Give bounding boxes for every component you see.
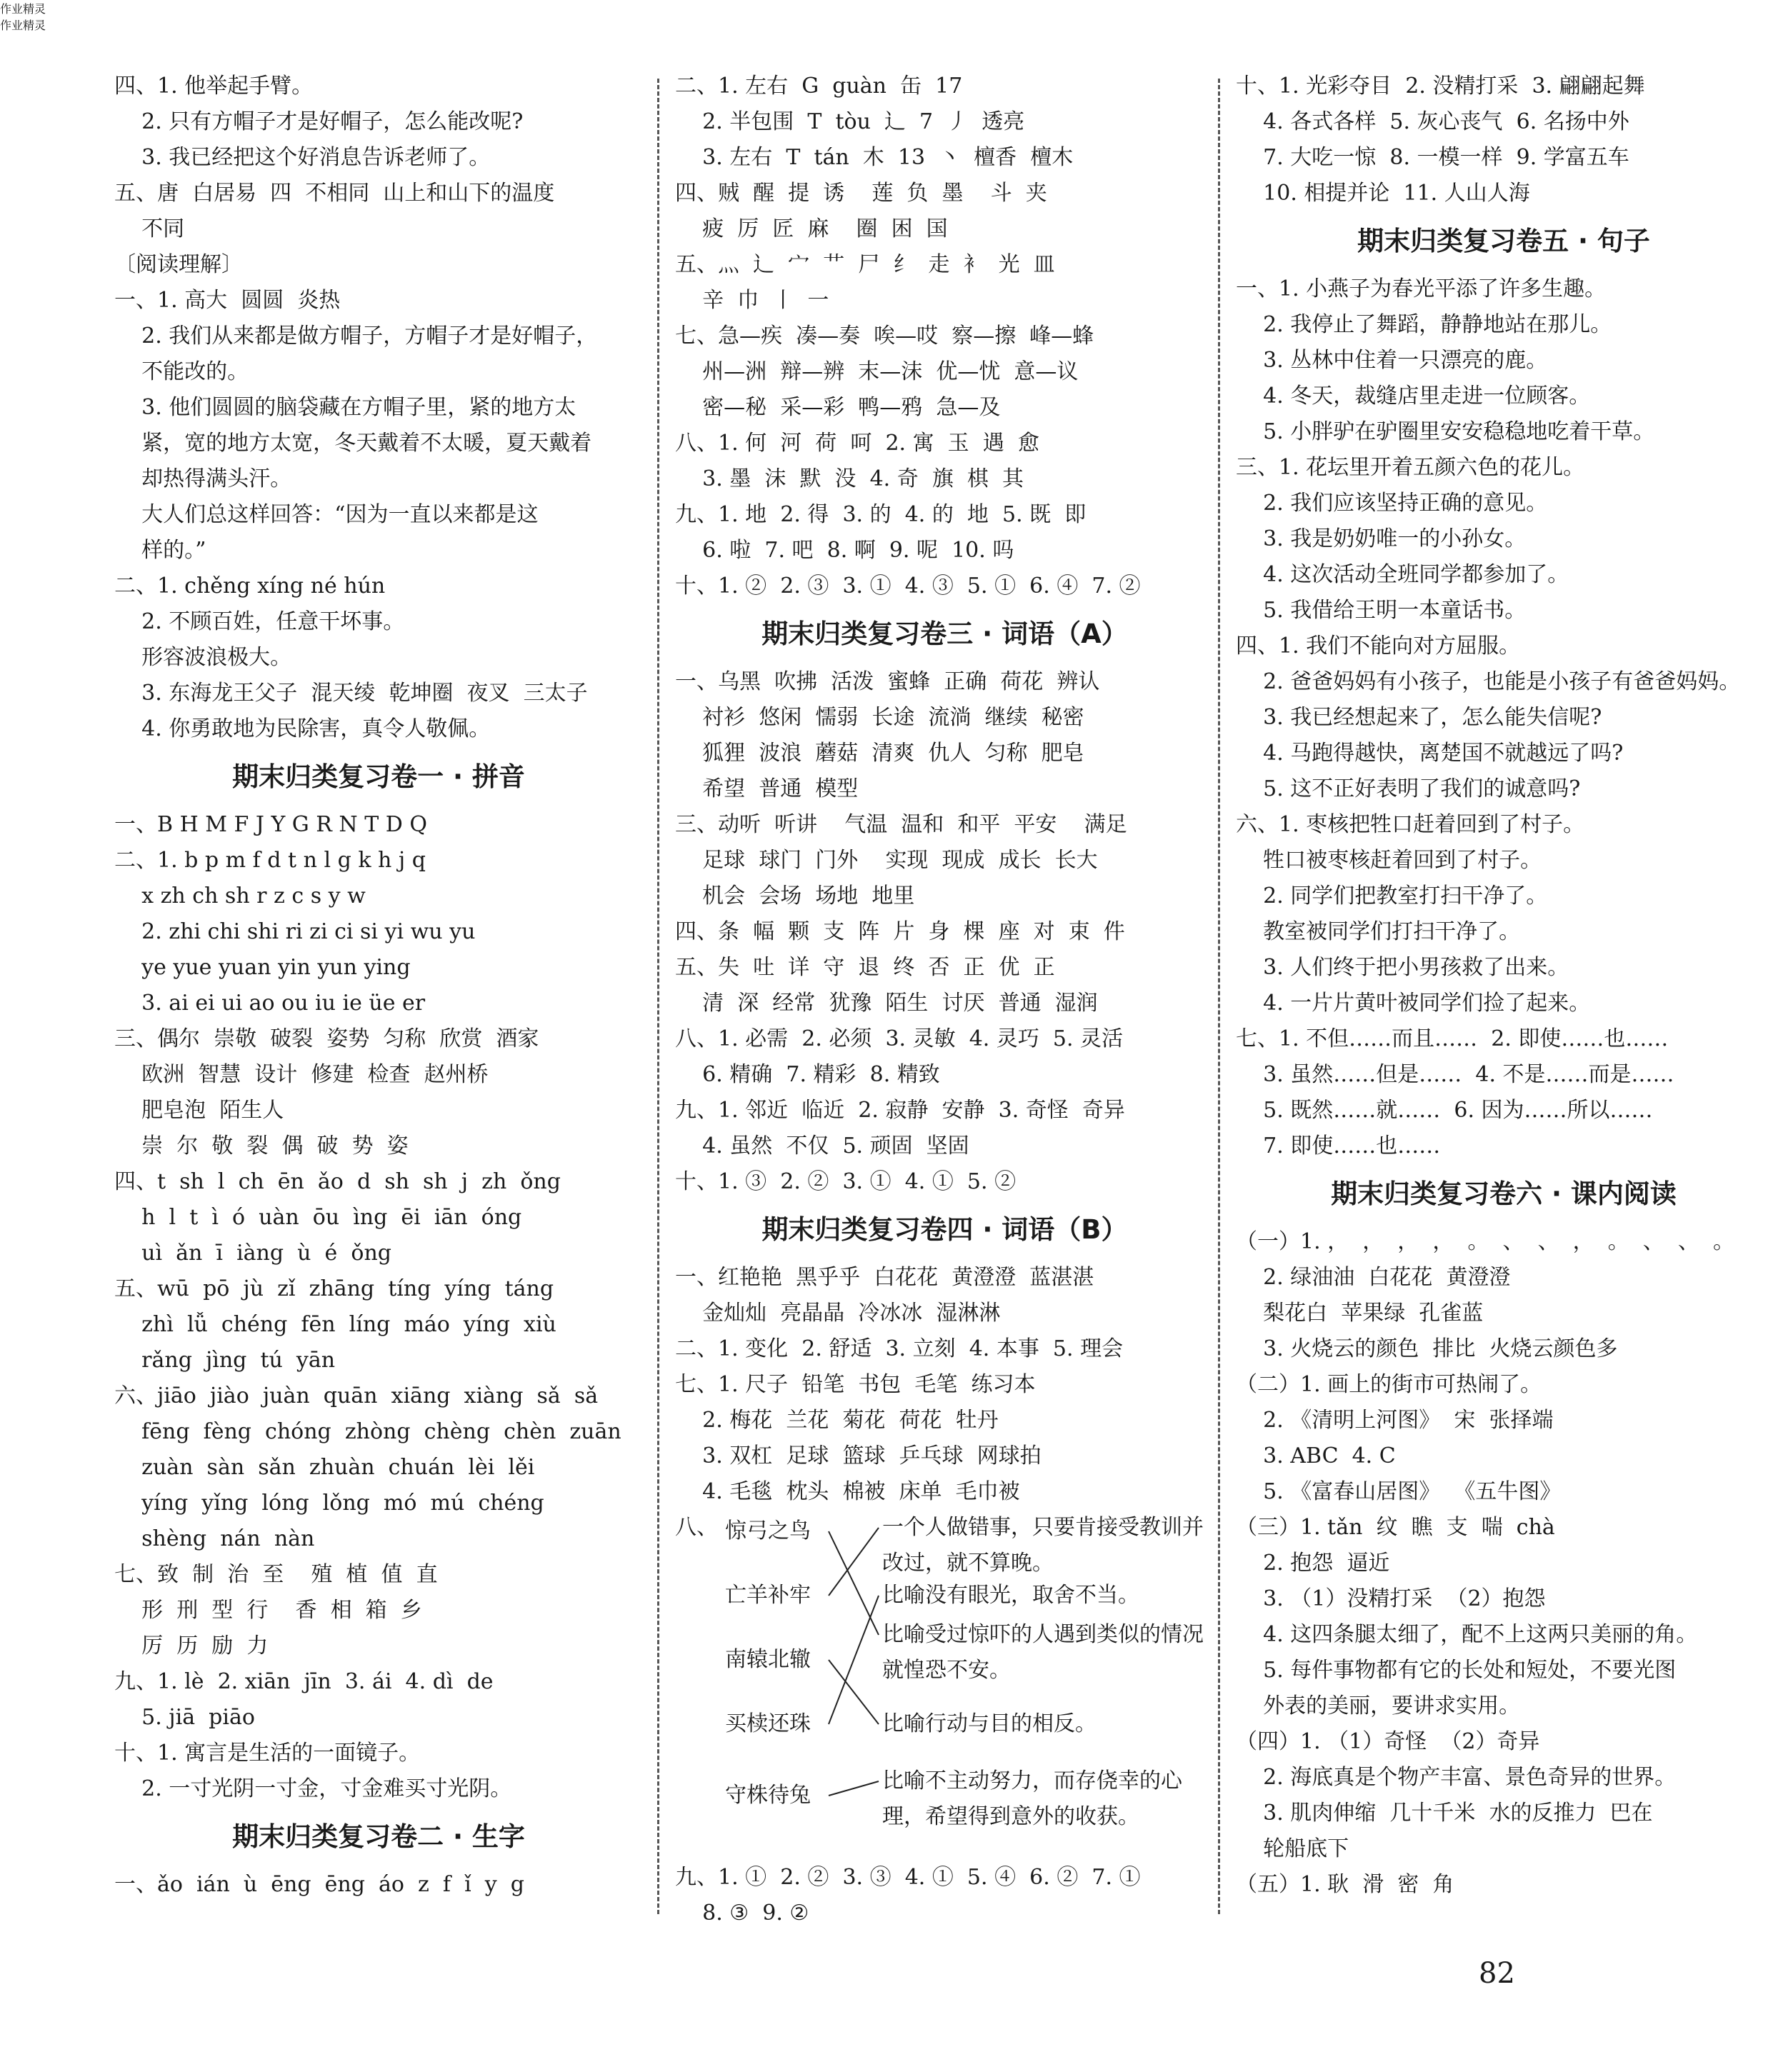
answer-line: 九、1. 地 2. 得 3. 的 4. 的 地 5. 既 即: [675, 502, 1087, 527]
section-heading: 期末归类复习卷四 · 词语（B）: [761, 1214, 1128, 1245]
answer-line: 4. 这四条腿太细了，配不上这两只美丽的角。: [1236, 1622, 1698, 1647]
answer-line: 六、1. 枣核把牲口赶着回到了村子。: [1236, 812, 1585, 837]
answer-line: 五、灬 辶 宀 艹 尸 纟 走 衤 光 皿: [675, 252, 1055, 277]
answer-line: yíng yǐng lóng lǒng mó mú chéng: [114, 1491, 544, 1516]
answer-line: 4. 各式各样 5. 灰心丧气 6. 名扬中外: [1236, 109, 1629, 134]
answer-line: 2. zhi chi shi ri zi ci si yi wu yu: [114, 919, 476, 944]
answer-line: 三、偶尔 崇敬 破裂 姿势 匀称 欣赏 酒家: [114, 1026, 539, 1051]
answer-line: 辛 巾 丨 一: [675, 288, 829, 313]
column-divider: [657, 79, 659, 1914]
answer-line: 五、失 吐 详 守 退 终 否 正 优 正: [675, 955, 1055, 980]
section-number: 八、: [675, 1515, 718, 1540]
answer-line: 八、1. 必需 2. 必须 3. 灵敏 4. 灵巧 5. 灵活: [675, 1026, 1124, 1051]
answer-line: 厉 历 励 力: [114, 1633, 269, 1658]
answer-line: x zh ch sh r z c s y w: [114, 884, 366, 909]
section-heading: 期末归类复习卷五 · 句子: [1357, 226, 1650, 256]
answer-line: 3. 虽然……但是…… 4. 不是……而是……: [1236, 1062, 1674, 1087]
answer-line: 一、ǎo ián ù ēng ēng áo z f ǐ y g: [114, 1872, 524, 1897]
answer-line: 二、1. b p m f d t n l g k h j q: [114, 848, 426, 873]
answer-line: 狐狸 波浪 蘑菇 清爽 仇人 匀称 肥皂: [675, 741, 1084, 766]
answer-line: 2. 我们应该坚持正确的意见。: [1236, 491, 1548, 516]
answer-line: 梨花白 苹果绿 孔雀蓝: [1236, 1301, 1484, 1326]
answer-line: uì ǎn ī iàng ù é ǒng: [114, 1241, 391, 1266]
answer-line: 2. 我停止了舞蹈，静静地站在那儿。: [1236, 312, 1612, 337]
answer-line: 2. 只有方帽子才是好帽子，怎么能改呢?: [114, 109, 524, 134]
answer-line: （二）1. 画上的街市可热闹了。: [1236, 1372, 1542, 1397]
answer-line: 3. 双杠 足球 篮球 乒乓球 网球拍: [675, 1443, 1042, 1468]
answer-line: 3. 肌肉伸缩 几十千米 水的反推力 巴在: [1236, 1801, 1653, 1826]
meaning-item: 比喻行动与目的相反。: [882, 1711, 1097, 1736]
answer-line: 3. 我已经想起来了，怎么能失信呢?: [1236, 705, 1602, 730]
answer-line: 5. 每件事物都有它的长处和短处，不要光图: [1236, 1658, 1677, 1683]
section-heading: 期末归类复习卷二 · 生字: [232, 1821, 525, 1852]
section-heading: 期末归类复习卷六 · 课内阅读: [1331, 1178, 1677, 1209]
watermark: 作业精灵: [0, 2, 46, 16]
answer-line: 一、乌黑 吹拂 活泼 蜜蜂 正确 荷花 辨认: [675, 669, 1100, 694]
answer-line: 肥皂泡 陌生人: [114, 1098, 284, 1123]
answer-line: fēng fèng chóng zhòng chèng chèn zuān: [114, 1419, 621, 1444]
meaning-item: 比喻不主动努力，而存侥幸的心理，希望得到意外的收获。: [882, 1768, 1182, 1829]
match-line: [829, 1596, 879, 1724]
column-divider: [1218, 79, 1220, 1914]
answer-line: 5. 《富春山居图》 《五牛图》: [1236, 1479, 1562, 1504]
answer-line: 十、1. ② 2. ③ 3. ① 4. ③ 5. ① 6. ④ 7. ②: [675, 574, 1141, 599]
match-line: [829, 1528, 879, 1596]
column-right: [1236, 69, 1772, 2026]
answer-line: 四、1. 他举起手臂。: [114, 74, 314, 99]
answer-line: 一、红艳艳 黑乎乎 白花花 黄澄澄 蓝湛湛: [675, 1265, 1094, 1290]
column-middle: [675, 69, 1214, 2026]
answer-line: 紧，宽的地方太宽，冬天戴着不太暖，夏天戴着: [114, 431, 592, 456]
answer-line: 3. ai ei ui ao ou iu ie üe er: [114, 991, 426, 1016]
watermark: 作业精灵: [0, 19, 46, 32]
answer-line: 4. 虽然 不仅 5. 顽固 坚固: [675, 1133, 969, 1158]
answer-line: 二、1. 变化 2. 舒适 3. 立刻 4. 本事 5. 理会: [675, 1336, 1124, 1361]
answer-line: 5. 小胖驴在驴圈里安安稳稳地吃着干草。: [1236, 419, 1655, 444]
answer-line: 2. 《清明上河图》 宋 张择端: [1236, 1408, 1554, 1433]
answer-line: zuàn sàn sǎn zhuàn chuán lèi lěi: [114, 1455, 535, 1480]
answer-line: 清 深 经常 犹豫 陌生 讨厌 普通 湿润: [675, 991, 1098, 1016]
answer-line: 3. 他们圆圆的脑袋藏在方帽子里，紧的地方太: [114, 395, 576, 420]
answer-line: 却热得满头汗。: [114, 466, 292, 491]
answer-line: 金灿灿 亮晶晶 冷冰冰 湿淋淋: [675, 1301, 1001, 1326]
answer-line: 7. 大吃一惊 8. 一模一样 9. 学富五车: [1236, 145, 1629, 170]
answer-line: 教室被同学们打扫干净了。: [1236, 919, 1521, 944]
answer-line: 2. 同学们把教室打扫干净了。: [1236, 884, 1548, 909]
answer-line: （三）1. tǎn 纹 瞧 支 喘 chà: [1236, 1515, 1555, 1540]
meaning-item: 比喻没有眼光，取舍不当。: [882, 1583, 1139, 1608]
answer-line: 外表的美丽，要讲求实用。: [1236, 1693, 1521, 1718]
answer-line: 形容波浪极大。: [114, 645, 292, 670]
answer-line: 3. ABC 4. C: [1236, 1443, 1396, 1468]
answer-line: 5. 既然……就…… 6. 因为……所以……: [1236, 1098, 1653, 1123]
answer-line: 4. 冬天，裁缝店里走进一位顾客。: [1236, 384, 1591, 409]
answer-line: 四、1. 我们不能向对方屈服。: [1236, 634, 1521, 659]
answer-line: 2. 梅花 兰花 菊花 荷花 牡丹: [675, 1408, 999, 1433]
answer-line: 8. ③ 9. ②: [675, 1901, 809, 1926]
answer-line: 2. 半包围 T tòu 辶 7 丿 透亮: [675, 109, 1025, 134]
answer-line: 十、1. 光彩夺目 2. 没精打采 3. 翩翩起舞: [1236, 74, 1645, 99]
answer-line: 疲 厉 匠 麻 圈 困 国: [675, 216, 948, 241]
answer-line: 2. 抱怨 逼近: [1236, 1551, 1390, 1576]
answer-line: 3. 东海龙王父子 混天绫 乾坤圈 夜叉 三太子: [114, 681, 588, 706]
answer-line: 2. 不顾百姓，任意干坏事。: [114, 609, 405, 634]
answer-line: （一）1. ， ， ， ， 。 、 、 ， 。 、 、 。: [1236, 1229, 1734, 1254]
idiom-item: 亡羊补牢: [725, 1583, 811, 1608]
answer-line: 轮船底下: [1236, 1836, 1349, 1861]
answer-line: 机会 会场 场地 地里: [675, 884, 915, 909]
answer-line: 4. 这次活动全班同学都参加了。: [1236, 562, 1569, 587]
answer-line: shèng nán nàn: [114, 1526, 315, 1551]
answer-line: 一、1. 小燕子为春光平添了许多生趣。: [1236, 276, 1607, 301]
answer-line: 九、1. 邻近 临近 2. 寂静 安静 3. 奇怪 奇异: [675, 1098, 1125, 1123]
answer-line: 十、1. ③ 2. ② 3. ① 4. ① 5. ②: [675, 1169, 1017, 1194]
answer-line: 八、1. 何 河 荷 呵 2. 寓 玉 遇 愈: [675, 431, 1039, 456]
answer-line: 希望 普通 模型: [675, 776, 859, 801]
answer-line: h l t ì ó uàn ōu ìng ēi iān óng: [114, 1205, 522, 1230]
idiom-item: 惊弓之鸟: [725, 1518, 811, 1543]
answer-line: 2. 海底真是个物产丰富、景色奇异的世界。: [1236, 1765, 1677, 1790]
match-line: [829, 1781, 879, 1796]
answer-line: 三、1. 花坛里开着五颜六色的花儿。: [1236, 455, 1585, 480]
answer-line: 九、1. ① 2. ② 3. ③ 4. ① 5. ④ 6. ② 7. ①: [675, 1865, 1141, 1890]
idiom-item: 守株待兔: [725, 1783, 811, 1808]
answer-line: 3. 墨 沫 默 没 4. 奇 旗 棋 其: [675, 466, 1024, 491]
answer-line: 7. 即使……也……: [1236, 1133, 1441, 1158]
answer-line: 七、急—疾 凑—奏 唉—哎 察—擦 峰—蜂: [675, 324, 1094, 349]
answer-line: 不同: [114, 216, 185, 241]
answer-line: 二、1. chěng xíng né hún: [114, 574, 386, 599]
answer-line: 十、1. 寓言是生活的一面镜子。: [114, 1741, 421, 1766]
idiom-item: 买椟还珠: [725, 1711, 811, 1736]
answer-line: 4. 一片片黄叶被同学们捡了起来。: [1236, 991, 1591, 1016]
matching-lines: [675, 1510, 882, 1860]
answer-line: 2. 一寸光阴一寸金，寸金难买寸光阴。: [114, 1776, 512, 1801]
column-left: [114, 69, 643, 2026]
answer-line: 六、jiāo jiào juàn quān xiāng xiàng sǎ sǎ: [114, 1383, 599, 1408]
answer-line: 3. 丛林中住着一只漂亮的鹿。: [1236, 348, 1548, 373]
answer-line: 10. 相提并论 11. 人山人海: [1236, 181, 1530, 206]
match-line: [829, 1660, 879, 1724]
answer-line: 五、唐 白居易 四 不相同 山上和山下的温度: [114, 181, 555, 206]
answer-line: 4. 毛毯 枕头 棉被 床单 毛巾被: [675, 1479, 1020, 1504]
answer-line: 七、1. 尺子 铅笔 书包 毛笔 练习本: [675, 1372, 1036, 1397]
section-heading: 期末归类复习卷三 · 词语（A）: [761, 619, 1128, 649]
idiom-matching: [675, 1510, 1214, 1860]
meaning-item: 比喻受过惊吓的人遇到类似的情况就惶恐不安。: [882, 1622, 1204, 1683]
answer-line: 不能改的。: [114, 359, 249, 384]
answer-line: 九、1. lè 2. xiān jīn 3. ái 4. dì de: [114, 1669, 494, 1694]
answer-line: 七、致 制 治 至 殖 植 值 直: [114, 1562, 438, 1587]
answer-line: rǎng jìng tú yān: [114, 1348, 336, 1373]
section-heading: 期末归类复习卷一 · 拼音: [232, 761, 525, 792]
answer-line: 6. 啦 7. 吧 8. 啊 9. 呢 10. 吗: [675, 538, 1014, 563]
answer-line: 四、t sh l ch ēn ǎo d sh sh j zh ǒng: [114, 1169, 561, 1194]
answer-line: ye yue yuan yin yun ying: [114, 955, 411, 980]
answer-line: 州—洲 辩—辨 末—沫 优—忧 意—议: [675, 359, 1079, 384]
answer-line: 5. 这不正好表明了我们的诚意吗?: [1236, 776, 1581, 801]
answer-line: 形 刑 型 行 香 相 箱 乡: [114, 1598, 422, 1623]
answer-line: 七、1. 不但……而且…… 2. 即使……也……: [1236, 1026, 1669, 1051]
answer-line: 4. 马跑得越快，离楚国不就越远了吗?: [1236, 741, 1624, 766]
answer-line: 三、动听 听讲 气温 温和 和平 平安 满足: [675, 812, 1127, 837]
answer-line: 5. jiā piāo: [114, 1705, 255, 1730]
answer-line: 3. 人们终于把小男孩救了出来。: [1236, 955, 1569, 980]
answer-line: 牲口被枣核赶着回到了村子。: [1236, 848, 1542, 873]
page-number: 82: [1479, 1957, 1515, 1990]
answer-line: 欧洲 智慧 设计 修建 检查 赵州桥: [114, 1062, 489, 1087]
answer-line: 一、1. 高大 圆圆 炎热: [114, 288, 341, 313]
answer-line: 3. 我已经把这个好消息告诉老师了。: [114, 145, 491, 170]
answer-line: （五）1. 耿 滑 密 角: [1236, 1872, 1454, 1897]
answer-line: 3. （1）没精打采 （2）抱怨: [1236, 1586, 1546, 1611]
answer-line: 一、B H M F J Y G R N T D Q: [114, 812, 427, 837]
answer-line: 崇 尔 敬 裂 偶 破 势 姿: [114, 1133, 409, 1158]
answer-line: 3. 我是奶奶唯一的小孙女。: [1236, 526, 1527, 551]
answer-line: 衬衫 悠闲 懦弱 长途 流淌 继续 秘密: [675, 705, 1084, 730]
answer-line: 6. 精确 7. 精彩 8. 精致: [675, 1062, 940, 1087]
answer-line: 5. 我借给王明一本童话书。: [1236, 598, 1527, 623]
idiom-item: 南辕北辙: [725, 1647, 811, 1672]
answer-line: 2. 绿油油 白花花 黄澄澄: [1236, 1265, 1511, 1290]
answer-line: 〔阅读理解〕: [114, 252, 243, 277]
answer-line: zhì lǚ chéng fēn líng máo yíng xiù: [114, 1312, 556, 1337]
match-line: [829, 1531, 879, 1635]
answer-line: 四、贼 醒 提 诱 莲 负 墨 斗 夹: [675, 181, 1047, 206]
answer-line: 大人们总这样回答：“因为一直以来都是这: [114, 502, 539, 527]
answer-line: 五、wū pō jù zǐ zhāng tíng yíng táng: [114, 1276, 554, 1301]
answer-line: 四、条 幅 颗 支 阵 片 身 棵 座 对 束 件: [675, 919, 1125, 944]
answer-line: （四）1. （1）奇怪 （2）奇异: [1236, 1729, 1540, 1754]
answer-line: 样的。”: [114, 538, 206, 563]
answer-line: 二、1. 左右 G guàn 缶 17: [675, 74, 963, 99]
answer-line: 2. 爸爸妈妈有小孩子，也能是小孩子有爸爸妈妈。: [1236, 669, 1741, 694]
answer-line: 4. 你勇敢地为民除害，真令人敬佩。: [114, 716, 491, 741]
answer-line: 3. 火烧云的颜色 排比 火烧云颜色多: [1236, 1336, 1618, 1361]
answer-line: 2. 我们从来都是做方帽子，方帽子才是好帽子，: [114, 324, 598, 349]
meaning-item: 一个人做错事，只要肯接受教训并改过，就不算晚。: [882, 1515, 1204, 1576]
answer-line: 密—秘 采—彩 鸭—鸦 急—及: [675, 395, 1001, 420]
answer-line: 3. 左右 T tán 木 13 丶 檀香 檀木: [675, 145, 1074, 170]
answer-line: 足球 球门 门外 实现 现成 成长 长大: [675, 848, 1098, 873]
